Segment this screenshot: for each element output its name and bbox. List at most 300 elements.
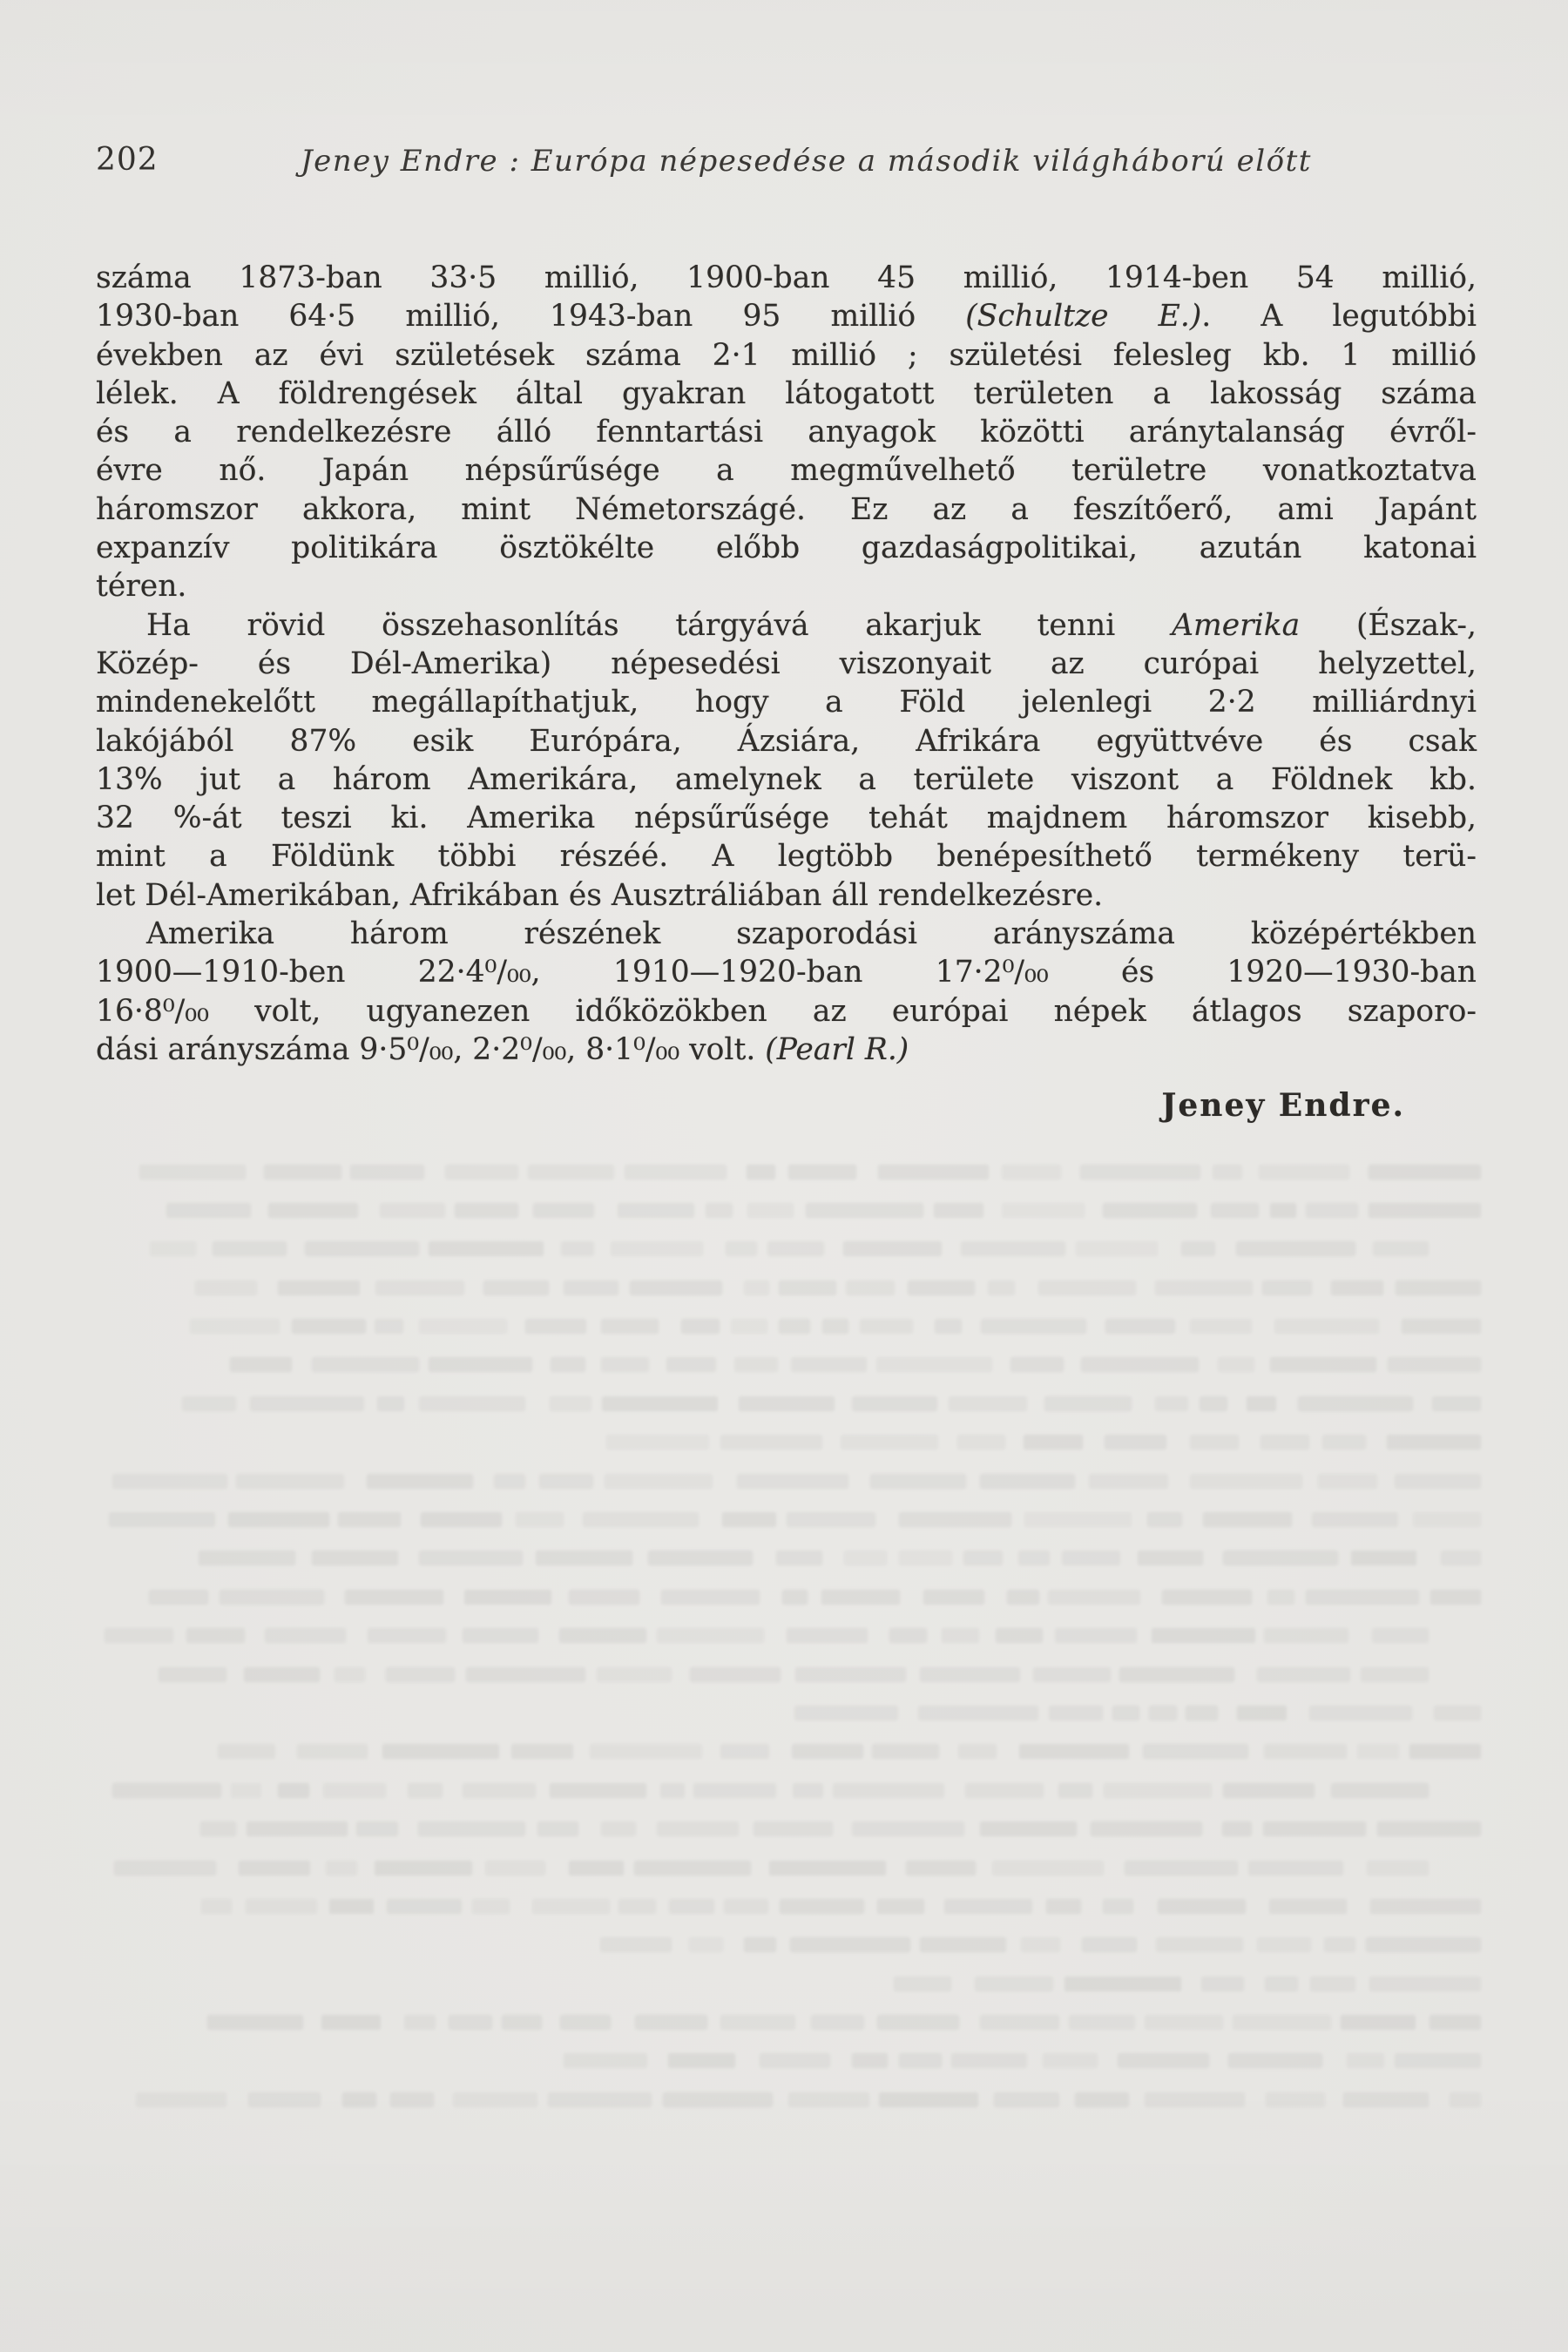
ghost-word (1263, 1821, 1366, 1836)
ghost-word (706, 1203, 733, 1218)
ghost-word (722, 1512, 776, 1527)
ghost-word (739, 1396, 835, 1411)
ghost-word (935, 1319, 962, 1334)
ghost-word (994, 2092, 1060, 2107)
ghost-word (1075, 2092, 1129, 2107)
ghost-word (1373, 1241, 1429, 1256)
ghost-word (811, 2015, 864, 2030)
ghost-word (944, 1899, 1032, 1914)
ghost-word (744, 1281, 769, 1295)
ghost-word (787, 1628, 868, 1643)
ghost-word (112, 1474, 227, 1489)
ghost-word (1228, 2053, 1322, 2068)
ghost-word (1190, 1474, 1302, 1489)
ghost-word (213, 1241, 287, 1256)
ghost-word (368, 1628, 446, 1643)
ghost-word (1091, 1821, 1203, 1836)
ghost-word (159, 1667, 226, 1682)
ghost-word (1266, 2092, 1325, 2107)
ghost-word (1181, 1241, 1215, 1256)
ghost-word (1270, 1203, 1297, 1218)
ghost-word (186, 1628, 245, 1643)
ghost-word (980, 1474, 1075, 1489)
ghost-word (852, 1821, 965, 1836)
ghost-word (1413, 1512, 1481, 1527)
ghost-word (1247, 1396, 1277, 1411)
ghost-word (1223, 1551, 1338, 1565)
ghost-word (1055, 1628, 1136, 1643)
ghost-word (268, 1203, 358, 1218)
ghost-word (1080, 1165, 1200, 1179)
ghost-word (821, 1590, 900, 1605)
ghost-word (528, 1165, 614, 1179)
text-segment: lélek. A földrengések által gyakran látogatott területen a lakosság száma (96, 375, 1477, 411)
ghost-word (787, 1512, 875, 1527)
text-line (96, 645, 1477, 683)
ghost-word (942, 1628, 978, 1643)
ghost-word (1081, 1357, 1199, 1372)
ghost-word (404, 2015, 435, 2030)
ghost-word (618, 1203, 694, 1218)
text-line (96, 529, 1477, 567)
ghost-word (1370, 1899, 1481, 1914)
ghost-word (1450, 2092, 1481, 2107)
body-text (96, 259, 1477, 1069)
ghost-word (600, 1937, 672, 1952)
ghost-word (265, 1628, 347, 1643)
text-segment: lakójából 87% esik Európára, Ázsiára, Afrikára együttvéve és csak (96, 723, 1477, 759)
ghost-word (511, 1744, 573, 1759)
ghost-word (769, 1861, 886, 1876)
ghost-word (550, 1783, 647, 1798)
text-line (96, 413, 1477, 451)
ghost-word (248, 2092, 321, 2107)
ghost-line (91, 1856, 1481, 1879)
ghost-word (494, 1474, 525, 1489)
ghost-word (767, 1241, 824, 1256)
ghost-word (387, 1899, 462, 1914)
ghost-word (877, 2015, 958, 2030)
ghost-word (1367, 1861, 1429, 1876)
ghost-word (109, 1512, 214, 1527)
ghost-word (1043, 2053, 1098, 2068)
ghost-word (788, 2092, 869, 2107)
text-segment: 16·8⁰/₀₀ volt, ugyanezen időközökben az európai népek átlagos szaporo- (96, 993, 1477, 1029)
ghost-word (1270, 1357, 1376, 1372)
ghost-line (91, 1276, 1481, 1299)
ghost-word (292, 1319, 366, 1334)
ghost-word (313, 1551, 399, 1565)
ghost-word (429, 1241, 544, 1256)
ghost-word (1046, 1899, 1081, 1914)
ghost-word (1145, 2015, 1223, 2030)
ghost-word (367, 1474, 473, 1489)
ghost-word (1069, 2015, 1135, 2030)
ghost-word (1265, 1977, 1299, 1991)
ghost-line (91, 2050, 1481, 2072)
text-segment: mindenekelőtt megállapíthatjuk, hogy a Föld jelenlegi 2·2 milliárdnyi (96, 685, 1477, 720)
ghost-word (1048, 1590, 1140, 1605)
ghost-word (1201, 1977, 1244, 1991)
text-segment: háromszor akkora, mint Németországé. Ez az a feszítőerő, ami Japánt (96, 491, 1477, 527)
ghost-word (920, 1667, 1020, 1682)
ghost-word (1103, 1203, 1198, 1218)
ghost-word (1343, 2092, 1429, 2107)
bleedthrough-text (91, 1160, 1481, 2127)
ghost-word (760, 2053, 830, 2068)
ghost-word (201, 1899, 232, 1914)
ghost-word (790, 1937, 910, 1952)
text-segment: 1900—1910-ben 22·4⁰/₀₀, 1910—1920-ban 17·2⁰/₀₀ és 1920—1930-ban (96, 955, 1477, 990)
text-line (96, 953, 1477, 991)
text-segment: években az évi születések száma 2·1 millió ; születési felesleg kb. 1 millió (96, 337, 1477, 373)
ghost-word (1432, 1396, 1481, 1411)
ghost-word (1269, 1899, 1347, 1914)
ghost-word (1038, 1281, 1136, 1295)
text-line (96, 259, 1477, 297)
ghost-word (419, 1319, 507, 1334)
ghost-line (91, 1972, 1481, 1995)
ghost-word (516, 1512, 564, 1527)
ghost-word (561, 1241, 594, 1256)
ghost-word (1158, 1899, 1247, 1914)
ghost-word (1044, 1396, 1132, 1411)
ghost-word (923, 1590, 984, 1605)
ghost-word (419, 1396, 525, 1411)
ghost-word (597, 1667, 672, 1682)
text-segment: expanzív politikára ösztökélte előbb gazdaságpolitikai, azután katonai (96, 531, 1477, 566)
text-segment: téren. (96, 569, 187, 605)
ghost-word (1156, 1937, 1243, 1952)
text-line (96, 451, 1477, 490)
ghost-word (1388, 1357, 1481, 1372)
ghost-word (1103, 1899, 1133, 1914)
ghost-word (550, 1396, 591, 1411)
ghost-word (794, 1706, 898, 1720)
ghost-word (1076, 1241, 1157, 1256)
ghost-word (996, 1628, 1044, 1643)
ghost-word (1402, 1319, 1481, 1334)
ghost-word (1058, 1783, 1092, 1798)
ghost-line (91, 2011, 1481, 2034)
ghost-word (908, 1281, 976, 1295)
ghost-word (605, 1474, 713, 1489)
ghost-word (668, 2053, 735, 2068)
ghost-word (879, 2092, 978, 2107)
ghost-word (560, 2015, 612, 2030)
ghost-word (278, 1783, 308, 1798)
ghost-word (386, 1667, 455, 1682)
ghost-word (1162, 1590, 1252, 1605)
ghost-word (788, 1165, 856, 1179)
ghost-word (965, 1783, 1044, 1798)
ghost-line (91, 1470, 1481, 1492)
ghost-line (91, 1895, 1481, 1917)
ghost-word (590, 1744, 702, 1759)
text-segment: (Schultze E.) (965, 299, 1202, 335)
ghost-word (618, 1899, 656, 1914)
ghost-word (1429, 2015, 1481, 2030)
ghost-word (569, 1861, 624, 1876)
ghost-word (1021, 1937, 1059, 1952)
ghost-word (934, 1203, 984, 1218)
ghost-line (91, 1934, 1481, 1957)
ghost-word (375, 1281, 464, 1295)
ghost-word (190, 1319, 280, 1334)
ghost-word (669, 1899, 714, 1914)
ghost-word (1395, 1474, 1481, 1489)
ghost-word (321, 2015, 381, 2030)
ghost-word (660, 1783, 685, 1798)
ghost-word (878, 1165, 989, 1179)
ghost-word (1306, 1590, 1419, 1605)
ghost-word (1260, 1435, 1308, 1450)
ghost-word (1138, 1551, 1203, 1565)
ghost-word (305, 1241, 419, 1256)
text-segment: (Észak-, (1300, 607, 1477, 643)
ghost-word (876, 1357, 993, 1372)
text-segment: 13% jut a három Amerikára, amelynek a területe viszont a Földnek kb. (96, 761, 1477, 797)
ghost-word (844, 1551, 887, 1565)
ghost-word (464, 1590, 551, 1605)
ghost-word (860, 1319, 914, 1334)
text-line (96, 375, 1477, 413)
text-segment: . A legutóbbi (1201, 299, 1477, 335)
ghost-word (1409, 1744, 1481, 1759)
ghost-line (91, 1779, 1481, 1801)
ghost-word (657, 1821, 739, 1836)
ghost-word (136, 2092, 226, 2107)
ghost-word (822, 1319, 848, 1334)
ghost-line (91, 1547, 1481, 1570)
ghost-word (1191, 1435, 1240, 1450)
text-line (96, 1031, 1477, 1069)
ghost-word (1366, 1937, 1481, 1952)
ghost-word (312, 1357, 419, 1372)
ghost-word (747, 1165, 775, 1179)
text-line (96, 992, 1477, 1031)
ghost-word (1434, 1706, 1481, 1720)
ghost-word (681, 1319, 720, 1334)
ghost-word (634, 1861, 751, 1876)
text-line (96, 915, 1477, 953)
ghost-word (1218, 1357, 1254, 1372)
ghost-word (1089, 1474, 1168, 1489)
ghost-word (920, 1937, 1006, 1952)
ghost-word (1369, 1977, 1481, 1991)
ghost-word (951, 2053, 1027, 2068)
ghost-word (350, 1165, 424, 1179)
ghost-word (1369, 1203, 1481, 1218)
ghost-word (583, 1512, 699, 1527)
ghost-word (166, 1203, 251, 1218)
ghost-word (114, 1861, 216, 1876)
ghost-word (1104, 1783, 1212, 1798)
ghost-word (297, 1744, 368, 1759)
ghost-word (720, 1744, 770, 1759)
text-line (96, 722, 1477, 760)
text-line (96, 490, 1477, 529)
text-segment: Ha rövid összehasonlítás tárgyává akarjuk tenni (146, 607, 1173, 643)
ghost-line (91, 1392, 1481, 1415)
ghost-word (957, 1435, 1005, 1450)
ghost-word (1112, 1706, 1139, 1720)
ghost-word (975, 1977, 1054, 1991)
ghost-word (429, 1357, 531, 1372)
text-segment: évre nő. Japán népsűrűsége a megművelhető területre vonatkoztatva (96, 453, 1477, 489)
ghost-word (899, 1512, 1011, 1527)
ghost-word (1203, 1512, 1292, 1527)
ghost-word (1324, 1937, 1355, 1952)
ghost-word (390, 2092, 434, 2107)
ghost-word (569, 1590, 639, 1605)
ghost-word (1223, 1783, 1315, 1798)
ghost-word (1262, 1281, 1311, 1295)
ghost-word (1361, 1667, 1429, 1682)
ghost-word (1222, 1821, 1252, 1836)
ghost-word (449, 2015, 492, 2030)
ghost-word (551, 1357, 585, 1372)
ghost-word (239, 1861, 310, 1876)
text-segment: 32 %-át teszi ki. Amerika népsűrűsége tehát majdnem háromszor kisebb, (96, 801, 1477, 836)
ghost-word (264, 1165, 341, 1179)
ghost-word (342, 2092, 376, 2107)
ghost-word (1024, 1512, 1132, 1527)
ghost-word (1310, 1977, 1355, 1991)
ghost-word (1082, 1937, 1137, 1952)
ghost-word (375, 1319, 403, 1334)
ghost-word (1213, 1165, 1241, 1179)
ghost-word (218, 1744, 275, 1759)
ghost-word (635, 2015, 707, 2030)
ghost-word (1237, 1706, 1287, 1720)
ghost-word (1331, 1783, 1429, 1798)
ghost-word (236, 1474, 344, 1489)
ghost-word (200, 1821, 236, 1836)
ghost-word (792, 1744, 863, 1759)
ghost-word (199, 1551, 295, 1565)
ghost-word (601, 1821, 636, 1836)
ghost-word (1347, 2053, 1384, 2068)
ghost-word (793, 1783, 823, 1798)
ghost-word (1298, 1396, 1413, 1411)
ghost-word (1149, 1706, 1177, 1720)
text-segment: Közép- és Dél-Amerika) népesedési viszonyait az curópai helyzettel, (96, 645, 1477, 681)
ghost-word (1002, 1203, 1085, 1218)
ghost-word (1264, 1628, 1348, 1643)
ghost-word (1200, 1396, 1227, 1411)
ghost-word (870, 1474, 966, 1489)
ghost-word (1155, 1281, 1253, 1295)
ghost-word (1186, 1706, 1217, 1720)
ghost-word (380, 1203, 446, 1218)
ghost-word (335, 1667, 365, 1682)
ghost-word (1318, 1474, 1376, 1489)
ghost-word (726, 1241, 756, 1256)
ghost-word (846, 1281, 896, 1295)
ghost-word (899, 1551, 952, 1565)
text-line (96, 336, 1477, 375)
ghost-word (795, 1667, 907, 1682)
ghost-line (91, 2088, 1481, 2111)
ghost-word (852, 2053, 888, 2068)
ghost-word (872, 1744, 938, 1759)
ghost-word (1430, 1590, 1481, 1605)
ghost-word (693, 1783, 776, 1798)
ghost-word (463, 1628, 538, 1643)
ghost-word (782, 1590, 808, 1605)
ghost-word (779, 1281, 836, 1295)
ghost-word (737, 1474, 848, 1489)
ghost-word (689, 1937, 723, 1952)
ghost-word (532, 1899, 610, 1914)
ghost-word (1145, 2092, 1244, 2107)
ghost-word (601, 1319, 659, 1334)
ghost-word (720, 2015, 795, 2030)
ghost-word (959, 1744, 997, 1759)
ghost-word (899, 2053, 942, 2068)
ghost-word (1152, 1628, 1255, 1643)
ghost-word (1377, 1821, 1481, 1836)
ghost-word (980, 2015, 1059, 2030)
page-number: 202 (96, 142, 159, 178)
text-segment: Amerika három részének szaporodási arányszáma középértékben (146, 916, 1477, 952)
ghost-word (105, 1628, 173, 1643)
ghost-word (1147, 1512, 1183, 1527)
ghost-word (1322, 1435, 1366, 1450)
ghost-word (231, 1783, 261, 1798)
ghost-word (992, 1861, 1105, 1876)
ghost-word (329, 1899, 374, 1914)
ghost-word (1211, 1203, 1259, 1218)
ghost-line (91, 1509, 1481, 1531)
ghost-word (1257, 1667, 1350, 1682)
text-line (96, 606, 1477, 645)
ghost-word (421, 1512, 502, 1527)
ghost-word (776, 1551, 822, 1565)
ghost-line (91, 1701, 1481, 1724)
ghost-word (611, 1241, 703, 1256)
ghost-line (91, 1199, 1481, 1221)
ghost-word (1331, 1281, 1383, 1295)
ghost-word (1369, 1165, 1481, 1179)
ghost-word (894, 1977, 952, 1991)
ghost-word (625, 1165, 727, 1179)
ghost-word (833, 1783, 943, 1798)
text-segment: (Pearl R.) (765, 1031, 909, 1067)
ghost-line (91, 1625, 1481, 1647)
ghost-word (1033, 1667, 1111, 1682)
ghost-word (1264, 1744, 1347, 1759)
ghost-word (377, 1396, 404, 1411)
ghost-word (1007, 1590, 1038, 1605)
ghost-word (278, 1281, 361, 1295)
ghost-line (91, 1663, 1481, 1686)
ghost-word (1062, 1551, 1120, 1565)
ghost-word (246, 1899, 317, 1914)
ghost-word (1125, 1861, 1238, 1876)
ghost-word (1257, 1937, 1310, 1952)
ghost-word (483, 1281, 549, 1295)
ghost-word (1119, 1667, 1234, 1682)
ghost-word (1236, 1241, 1355, 1256)
ghost-word (1010, 1357, 1064, 1372)
ghost-word (338, 1512, 400, 1527)
ghost-word (981, 1319, 1086, 1334)
ghost-word (1312, 1512, 1397, 1527)
ghost-word (548, 2092, 652, 2107)
ghost-word (220, 1590, 324, 1605)
